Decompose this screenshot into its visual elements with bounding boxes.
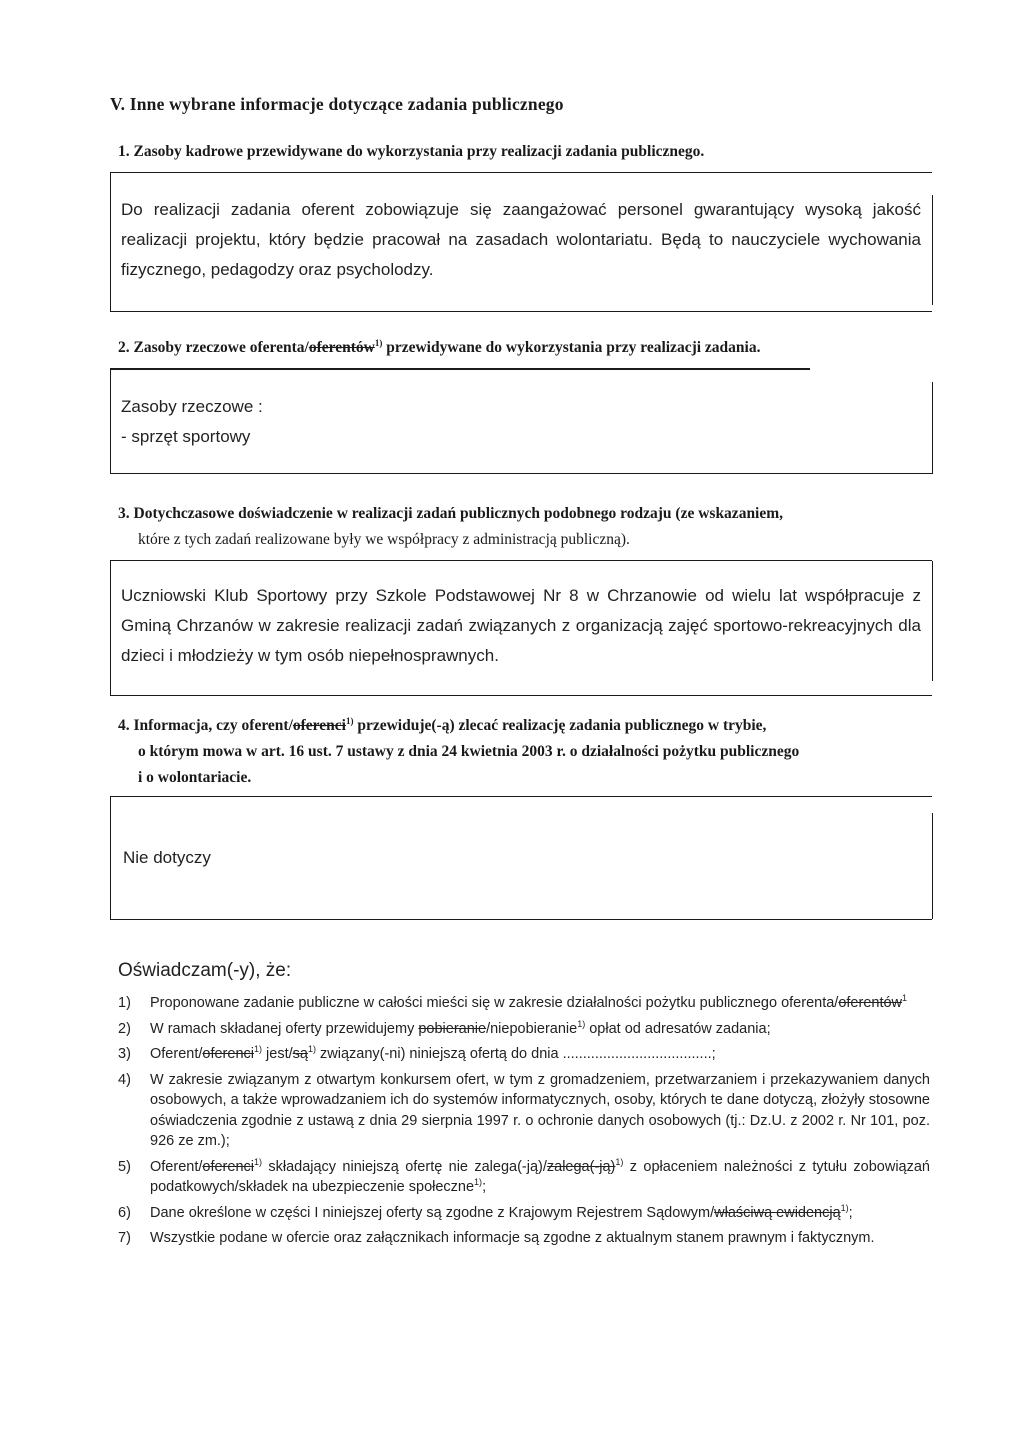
question-4-label-line3: i o wolontariacie. [138, 769, 252, 786]
strike-part: pobieranie [418, 1020, 487, 1037]
text-part: z opłaceniem należności z tytułu zobowiązań podatkowych/składek na ubezpieczenie społeczne [150, 1158, 930, 1195]
q4-label-part-b: przewiduje(-ą) zlecać realizację zadania publicznego w trybie, [353, 717, 767, 734]
declaration-item [118, 1044, 930, 1065]
declaration-item [118, 993, 930, 1014]
strike-part: właściwą ewidencją [714, 1204, 841, 1221]
item-text: Wszystkie podane w ofercie oraz załącznikach informacje są zgodne z aktualnym stanem prawnym i faktycznym. [150, 1230, 875, 1246]
item-text: W zakresie związanym z otwartym konkursem ofert, w tym z gromadzeniem, przetwarzaniem i przekazywaniem danych osobowych, a także wprowadzaniem ich do systemów informatycznych, osoby, których te dane dotyczą, złożyły stosowne oświadczenia zgodnie z ustawą z dnia 29 sierpnia 1997 r. o ochronie danych osobowych (tj.: Dz.U. z 2002 r. Nr 101, poz. 926 ze zm.); [150, 1071, 930, 1149]
text-part: składający niniejszą ofertę nie zalega(-ją)/ [262, 1158, 547, 1175]
box-right-edge [932, 382, 934, 474]
declaration-item [118, 1019, 930, 1040]
answer-2-title: Zasoby rzeczowe : [121, 397, 263, 416]
item-number: 3) [118, 1046, 131, 1062]
box-right-edge [932, 561, 934, 681]
text-part: jest/ [262, 1046, 293, 1062]
footnote-ref: 1) [615, 1156, 624, 1167]
strike-part: zalega(-ją) [546, 1158, 616, 1175]
strike-part: są [292, 1046, 308, 1062]
footnote-ref: 1 [902, 993, 908, 1004]
strike-part: oferenci [202, 1158, 254, 1175]
question-3-label-line2: które z tych zadań realizowane były we współpracy z administracją publiczną). [138, 531, 630, 548]
item-text [150, 1203, 930, 1224]
question-3-label-line1: 3. Dotychczasowe doświadczenie w realizacji zadań publicznych podobnego rodzaju (ze wskazaniem, [118, 505, 784, 522]
item-text [150, 1157, 930, 1198]
footnote-ref: 1) [253, 1044, 262, 1055]
declaration-item [118, 1070, 930, 1152]
q4-label-part-a: 4. Informacja, czy oferent/ [118, 717, 293, 734]
item-number: 4) [118, 1071, 131, 1088]
item-text [150, 993, 930, 1014]
answer-box-2 [110, 368, 932, 474]
q2-label-part-b: przewidywane do wykorzystania przy realizacji zadania. [382, 339, 761, 356]
item-number: 7) [118, 1230, 131, 1246]
box-right-edge [932, 813, 934, 919]
question-4-label-line1 [118, 714, 766, 738]
text-part: Proponowane zadanie publiczne w całości mieści się w zakresie działalności pożytku publicznego oferenta/ [150, 995, 839, 1011]
answer-3-text: Uczniowski Klub Sportowy przy Szkole Podstawowej Nr 8 w Chrzanowie od wielu lat współpracuje z Gminą Chrzanów w zakresie realizacji zadań związanych z organizacją zajęć sportowo-rekreacyjnych dla dzieci i młodzieży w tym osób niepełnosprawnych. [121, 586, 921, 665]
answer-box-1 [110, 172, 932, 312]
box-right-edge [932, 195, 934, 305]
question-4-label-line2: o którym mowa w art. 16 ust. 7 ustawy z dnia 24 kwietnia 2003 r. o działalności pożytku publicznego [138, 743, 800, 760]
answer-2-item: - sprzęt sportowy [121, 427, 251, 446]
footnote-ref: 1) [840, 1202, 849, 1213]
strike-part: oferentów [838, 995, 903, 1011]
question-2-label [118, 336, 760, 360]
footnote-ref: 1) [253, 1156, 262, 1167]
answer-box-4 [110, 796, 932, 920]
q4-label-strike: oferenci [292, 717, 346, 734]
declaration-item [118, 1203, 930, 1224]
q4-label-sup: 1) [345, 715, 354, 726]
declaration-list [118, 993, 930, 1254]
footnote-ref: 1) [307, 1044, 316, 1055]
declaration-item [118, 1157, 930, 1198]
footnote-ref: 1) [577, 1018, 586, 1029]
declaration-title: Oświadczam(-y), że: [118, 960, 292, 981]
box-top-edge [110, 368, 810, 370]
text-part: ; [848, 1204, 853, 1221]
text-part: Oferent/ [150, 1158, 203, 1175]
answer-1-text: Do realizacji zadania oferent zobowiązuje się zaangażować personel gwarantujący wysoką jakość realizacji projektu, który będzie pracował na zasadach wolontariatu. Będą to nauczyciele wychowania fizycznego, pedagodzy oraz psycholodzy. [121, 200, 921, 279]
item-text [150, 1019, 930, 1040]
strike-part: oferenci [202, 1046, 254, 1062]
text-part: /niepobieranie [486, 1020, 578, 1037]
footnote-ref: 1) [474, 1177, 483, 1188]
text-part: ; [482, 1179, 487, 1195]
answer-4-text: Nie dotyczy [123, 848, 211, 867]
item-text [150, 1044, 930, 1065]
declaration-item [118, 1228, 930, 1249]
text-part: W ramach składanej oferty przewidujemy [150, 1020, 419, 1037]
item-number: 1) [118, 995, 131, 1011]
text-part: Dane określone w części I niniejszej oferty są zgodne z Krajowym Rejestrem Sądowym/ [150, 1204, 715, 1221]
item-number: 6) [118, 1204, 131, 1221]
item-number: 5) [118, 1158, 131, 1175]
text-part: opłat od adresatów zadania; [585, 1020, 771, 1037]
q2-label-sup: 1) [374, 337, 383, 348]
answer-box-3 [110, 560, 932, 696]
text-part: Oferent/ [150, 1046, 203, 1062]
question-1-label: 1. Zasoby kadrowe przewidywane do wykorzystania przy realizacji zadania publicznego. [118, 143, 705, 160]
item-number: 2) [118, 1020, 131, 1037]
text-part: związany(-ni) niniejszą ofertą do dnia .....................................; [315, 1046, 716, 1062]
q2-label-strike: oferentów [308, 339, 375, 356]
section-title: V. Inne wybrane informacje dotyczące zadania publicznego [110, 94, 564, 114]
q2-label-part-a: 2. Zasoby rzeczowe oferenta/ [118, 339, 309, 356]
